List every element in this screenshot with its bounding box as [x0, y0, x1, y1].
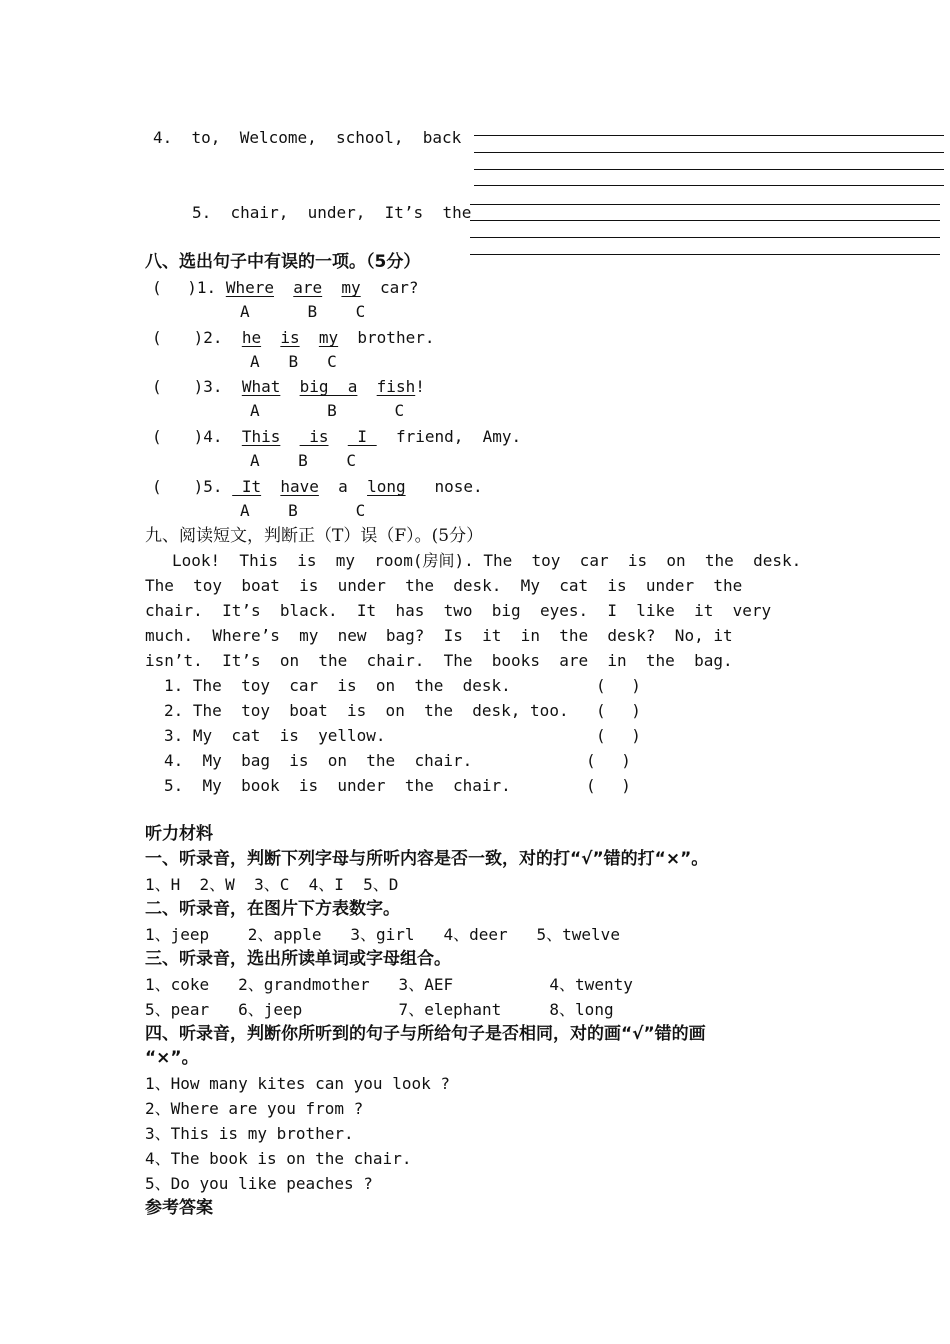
option-c-word: I [347, 427, 377, 446]
item-num: 5. [203, 477, 223, 496]
s8-letters-4 [250, 451, 356, 471]
listening-part4-line: 3、This is my brother. [145, 1124, 354, 1143]
tf-statement: 1. The toy car is on the desk. [164, 676, 511, 695]
tf-statement: 2. The toy boat is on the desk, too. [164, 701, 569, 720]
q7-5-row [192, 203, 471, 223]
q7-4-word: Welcome, [239, 128, 317, 147]
q7-5-num: 5. [192, 203, 212, 222]
listening-part1-title: 一、听录音，判断下列字母与所听内容是否一致，对的打“√”错的打“×”。 [145, 849, 709, 869]
option-letter-a: A [250, 451, 260, 470]
listening-part2-line: 1、jeep 2、apple 3、girl 4、deer 5、twelve [145, 925, 620, 944]
word: ! [415, 377, 425, 396]
item-num: 4. [203, 427, 223, 446]
s8-letters-2 [250, 352, 337, 372]
option-c-word: fish [376, 377, 416, 396]
option-letter-c: C [346, 451, 356, 470]
tf-answer-paren[interactable]: ( ) [596, 726, 641, 745]
item-num: 3. [203, 377, 223, 396]
passage-line: much. Where’s my new bag? Is it in the desk? No, it [145, 626, 733, 645]
s8-item-5 [152, 477, 483, 497]
word: brother. [357, 328, 435, 347]
option-letter-b: B [327, 401, 337, 420]
option-letter-b: B [298, 451, 308, 470]
listening-heading: 听力材料 [145, 824, 213, 844]
word: car? [379, 278, 419, 297]
section9-title: 九、阅读短文，判断正（T）误（F）。(5分） [145, 526, 484, 546]
option-a-word: It [232, 477, 262, 496]
option-c-word: my [341, 278, 361, 297]
option-letter-c: C [355, 501, 366, 520]
item-num: 1. [196, 278, 217, 297]
option-letter-a: A [240, 302, 250, 321]
option-c-word: long [367, 477, 406, 496]
answer-line [474, 152, 944, 153]
option-letter-a: A [240, 501, 250, 520]
s8-letters-3 [250, 401, 404, 421]
word: friend, [395, 427, 464, 446]
option-b-word: are [293, 278, 323, 297]
answer-line [474, 185, 944, 186]
tf-answer-paren[interactable]: ( ) [596, 676, 641, 695]
answer-paren[interactable]: ( ) [152, 278, 197, 297]
passage-line: Look! This is my room(房间). The toy car is on the desk. [172, 551, 802, 570]
item-num: 2. [203, 328, 223, 347]
word: a [338, 477, 348, 496]
answer-line [470, 204, 940, 205]
listening-part4-line: 5、Do you like peaches ? [145, 1174, 373, 1193]
s8-item-4 [152, 427, 521, 447]
answer-paren[interactable]: ( ) [152, 328, 204, 347]
option-letter-c: C [394, 401, 405, 420]
s8-letters-1 [240, 302, 365, 322]
option-letter-b: B [288, 501, 298, 520]
answer-line [474, 169, 944, 170]
passage-line: isn’t. It’s on the chair. The books are in the bag. [145, 651, 733, 670]
tf-answer-paren[interactable]: ( ) [586, 751, 631, 770]
option-letter-b: B [288, 352, 299, 371]
answer-paren[interactable]: ( ) [152, 427, 204, 446]
s8-item-1 [152, 278, 418, 298]
listening-part3-line: 5、pear 6、jeep 7、elephant 8、long [145, 1000, 614, 1019]
tf-statement: 4. My bag is on the chair. [164, 751, 473, 770]
listening-part3-line: 1、coke 2、grandmother 3、AEF 4、twenty [145, 975, 633, 994]
tf-answer-paren[interactable]: ( ) [586, 776, 631, 795]
listening-part3-title: 三、听录音，选出所读单词或字母组合。 [145, 949, 451, 969]
listening-part4-title-cont: “×”。 [145, 1048, 199, 1068]
section8-title: 八、选出句子中有误的一项。（5分） [145, 252, 421, 272]
option-a-word: What [241, 377, 281, 396]
answer-paren[interactable]: ( ) [152, 477, 204, 496]
q7-4-row [153, 128, 461, 148]
option-letter-c: C [327, 352, 337, 371]
tf-statement: 3. My cat is yellow. [164, 726, 386, 745]
answer-paren[interactable]: ( ) [152, 377, 204, 396]
s8-item-2 [152, 328, 434, 348]
listening-part4-line: 2、Where are you from ? [145, 1099, 364, 1118]
q7-4-num: 4. [153, 128, 173, 147]
word: nose. [434, 477, 483, 496]
answer-line [470, 254, 940, 255]
option-b-word: is [280, 328, 300, 347]
option-b-word: big a [299, 377, 358, 396]
s8-letters-5 [240, 501, 365, 521]
word: Amy. [482, 427, 522, 446]
answer-line [470, 237, 940, 238]
answer-line [470, 220, 940, 221]
option-letter-b: B [307, 302, 318, 321]
tf-answer-paren[interactable]: ( ) [596, 701, 641, 720]
option-letter-c: C [355, 302, 366, 321]
option-a-word: Where [225, 278, 274, 297]
q7-5-word: chair, [230, 203, 289, 222]
passage-line: chair. It’s black. It has two big eyes. I like it very [145, 601, 772, 620]
q7-4-word: school, [336, 128, 404, 147]
listening-part4-line: 1、How many kites can you look ? [145, 1074, 450, 1093]
option-a-word: This [241, 427, 281, 446]
listening-part1-line: 1、H 2、W 3、C 4、I 5、D [145, 875, 399, 894]
listening-part2-title: 二、听录音，在图片下方表数字。 [145, 899, 400, 919]
option-b-word: is [299, 427, 329, 446]
listening-part4-line: 4、The book is on the chair. [145, 1149, 412, 1168]
q7-5-word: under, [307, 203, 366, 222]
q7-5-word: the [442, 203, 472, 222]
q7-4-word: to, [191, 128, 221, 147]
option-a-word: he [241, 328, 262, 347]
q7-4-word: back [422, 128, 462, 147]
option-letter-a: A [250, 401, 260, 420]
option-letter-a: A [250, 352, 260, 371]
listening-part4-title: 四、听录音，判断你所听到的句子与所给句子是否相同，对的画“√”错的画 [145, 1024, 706, 1044]
option-b-word: have [280, 477, 319, 496]
s8-item-3 [152, 377, 425, 397]
q7-5-word: It’s [384, 203, 424, 222]
passage-line: The toy boat is under the desk. My cat is under the [145, 576, 743, 595]
tf-statement: 5. My book is under the chair. [164, 776, 511, 795]
answers-heading: 参考答案 [145, 1198, 213, 1218]
option-c-word: my [318, 328, 339, 347]
answer-line [474, 135, 944, 136]
